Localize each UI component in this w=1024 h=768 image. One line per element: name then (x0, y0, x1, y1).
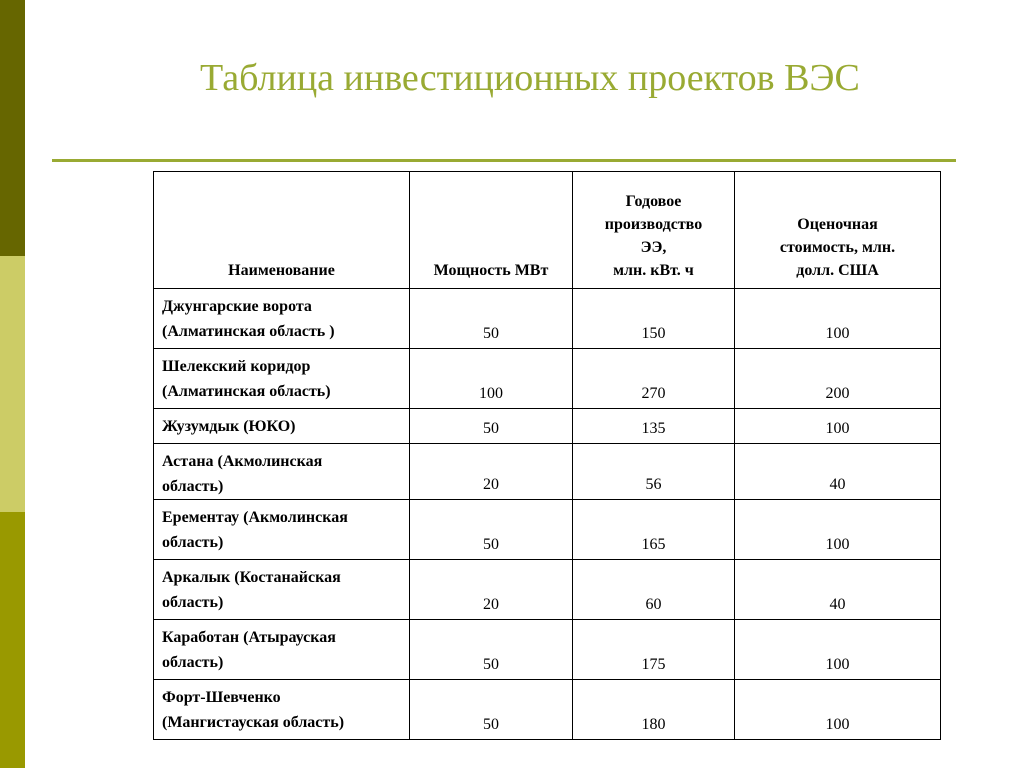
project-production: 60 (573, 560, 735, 620)
project-power: 20 (410, 444, 573, 500)
header-name: Наименование (154, 172, 410, 289)
project-cost: 100 (735, 409, 941, 444)
project-name: Жузумдык (ЮКО) (154, 409, 410, 444)
project-power: 50 (410, 620, 573, 680)
project-power: 50 (410, 500, 573, 560)
project-production: 270 (573, 349, 735, 409)
decorative-band-top (0, 0, 25, 256)
slide-title: Таблица инвестиционных проектов ВЭС (200, 57, 860, 99)
project-name: Шелекский коридор (Алматинская область) (154, 349, 410, 409)
project-production: 56 (573, 444, 735, 500)
project-production: 135 (573, 409, 735, 444)
table-row (154, 349, 941, 409)
project-name: Каработан (Атырауская область) (154, 620, 410, 680)
table-row (154, 680, 941, 740)
project-production: 175 (573, 620, 735, 680)
project-cost: 100 (735, 289, 941, 349)
table-row (154, 409, 941, 444)
project-name: Ерементау (Акмолинская область) (154, 500, 410, 560)
project-cost: 100 (735, 680, 941, 740)
header-power: Мощность МВт (410, 172, 573, 289)
table-row (154, 444, 941, 500)
header-cost: Оценочная стоимость, млн. долл. США (735, 172, 941, 289)
decorative-band-bottom (0, 512, 25, 768)
project-power: 20 (410, 560, 573, 620)
decorative-band-middle (0, 256, 25, 512)
project-power: 50 (410, 409, 573, 444)
project-cost: 40 (735, 444, 941, 500)
project-name: Аркалык (Костанайская область) (154, 560, 410, 620)
title-divider (52, 159, 956, 162)
project-production: 150 (573, 289, 735, 349)
table-header-row (154, 172, 941, 289)
table-row (154, 500, 941, 560)
project-name: Астана (Акмолинская область) (154, 444, 410, 500)
header-production: Годовое производство ЭЭ, млн. кВт. ч (573, 172, 735, 289)
table-row (154, 620, 941, 680)
project-power: 50 (410, 289, 573, 349)
project-name: Джунгарские ворота (Алматинская область ) (154, 289, 410, 349)
project-production: 165 (573, 500, 735, 560)
investment-projects-table (153, 171, 941, 740)
project-cost: 40 (735, 560, 941, 620)
project-name: Форт-Шевченко (Мангистауская область) (154, 680, 410, 740)
project-power: 50 (410, 680, 573, 740)
table-row (154, 560, 941, 620)
project-cost: 100 (735, 500, 941, 560)
project-production: 180 (573, 680, 735, 740)
table-row (154, 289, 941, 349)
project-cost: 200 (735, 349, 941, 409)
project-cost: 100 (735, 620, 941, 680)
project-power: 100 (410, 349, 573, 409)
